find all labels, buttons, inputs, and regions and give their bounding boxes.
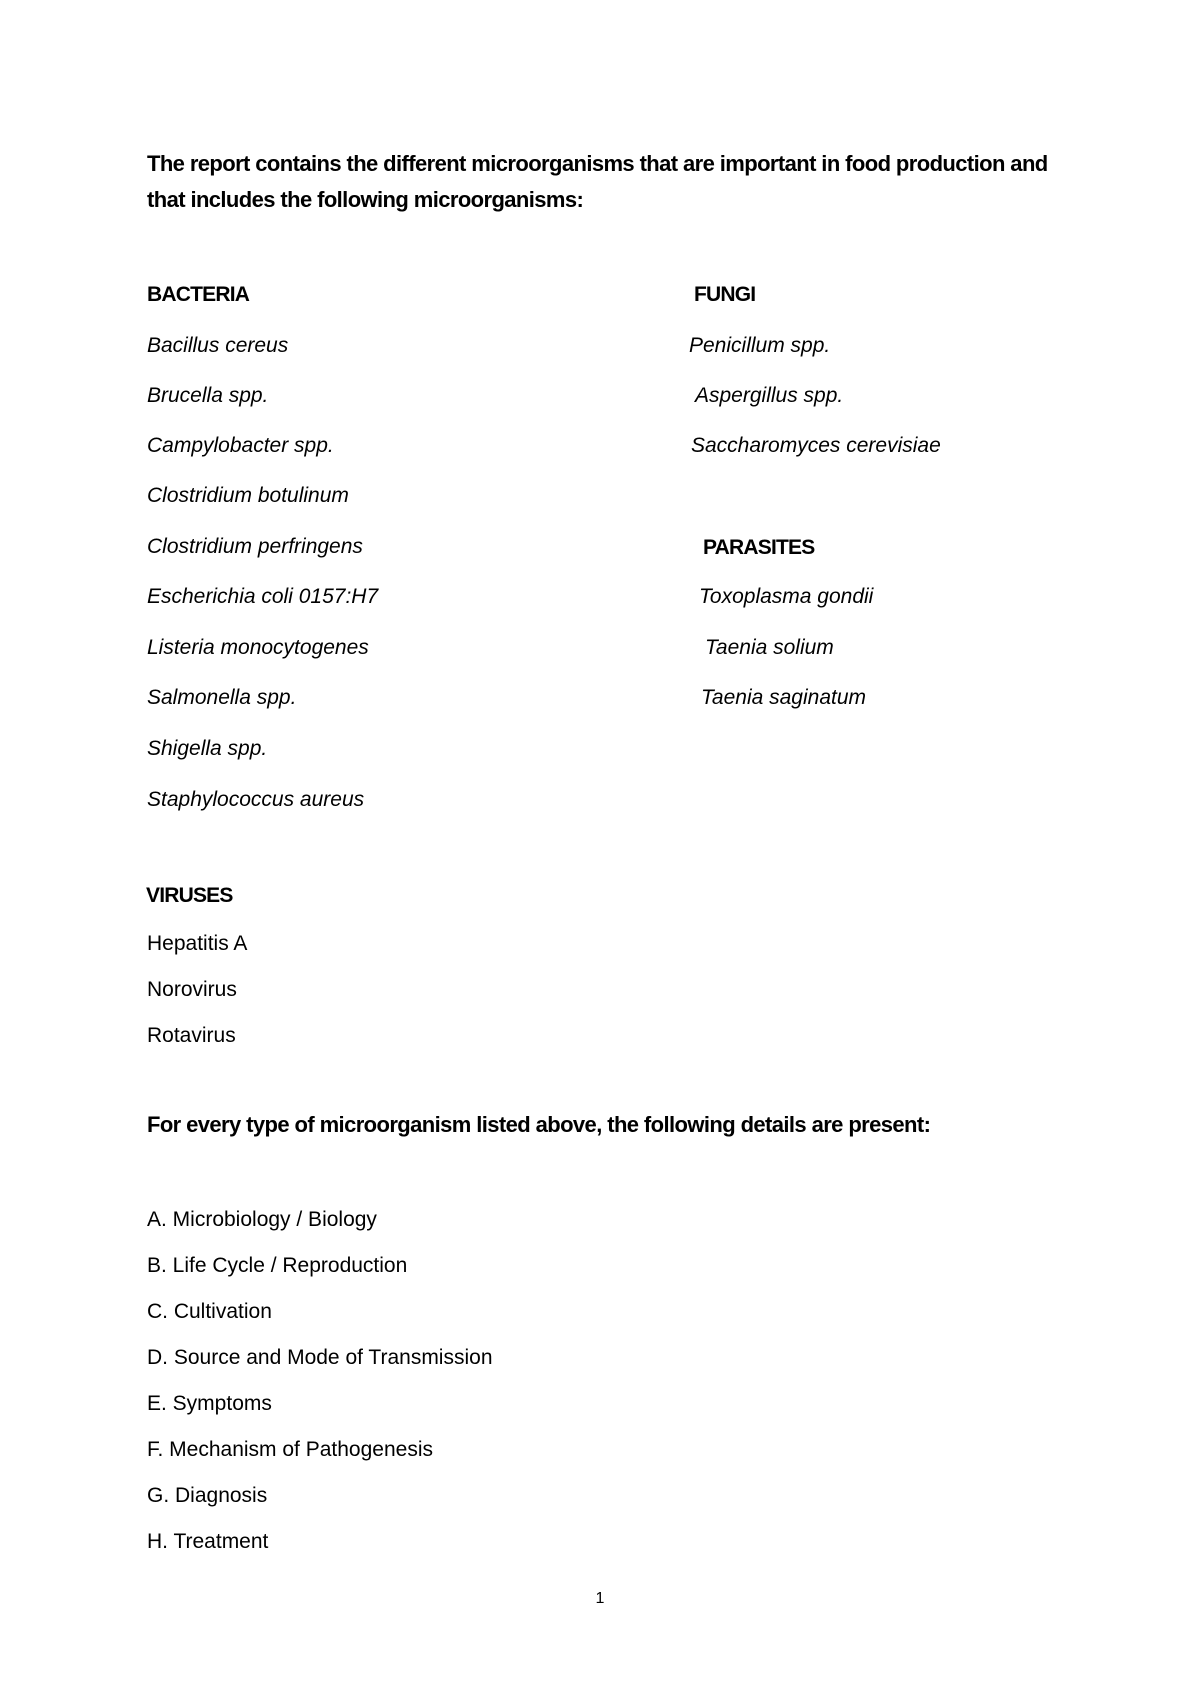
parasites-item: Taenia solium (705, 636, 834, 659)
detail-item: G. Diagnosis (147, 1484, 268, 1507)
bacteria-item: Escherichia coli 0157:H7 (147, 585, 379, 608)
parasites-item: Toxoplasma gondii (699, 585, 874, 608)
fungi-heading: FUNGI (694, 283, 756, 306)
detail-item: H. Treatment (147, 1530, 269, 1553)
viruses-heading: VIRUSES (146, 884, 233, 907)
bacteria-item: Bacillus cereus (147, 334, 289, 357)
bacteria-item: Shigella spp. (147, 737, 268, 760)
bacteria-item: Clostridium botulinum (147, 484, 349, 507)
bacteria-item: Brucella spp. (147, 384, 269, 407)
detail-item: C. Cultivation (147, 1300, 272, 1323)
detail-item: B. Life Cycle / Reproduction (147, 1254, 408, 1277)
virus-item: Hepatitis A (147, 932, 248, 955)
intro-paragraph: The report contains the different microorganisms that are important in food production and that includes the following microorganisms: (147, 151, 1048, 212)
page-number: 1 (595, 1590, 605, 1607)
bacteria-item: Campylobacter spp. (147, 434, 334, 457)
fungi-item: Saccharomyces cerevisiae (691, 434, 941, 457)
virus-item: Norovirus (147, 978, 237, 1001)
detail-item: D. Source and Mode of Transmission (147, 1346, 493, 1369)
bacteria-item: Listeria monocytogenes (147, 636, 369, 659)
bacteria-item: Clostridium perfringens (147, 535, 363, 558)
detail-item: A. Microbiology / Biology (147, 1208, 377, 1231)
details-heading: For every type of microorganism listed above, the following details are present: (147, 1112, 931, 1137)
bacteria-item: Salmonella spp. (147, 686, 297, 709)
bacteria-heading: BACTERIA (147, 283, 250, 306)
bacteria-item: Staphylococcus aureus (147, 788, 365, 811)
fungi-item: Aspergillus spp. (695, 384, 844, 407)
fungi-item: Penicillum spp. (689, 334, 831, 357)
parasites-item: Taenia saginatum (701, 686, 867, 709)
detail-item: E. Symptoms (147, 1392, 272, 1415)
detail-item: F. Mechanism of Pathogenesis (147, 1438, 433, 1461)
parasites-heading: PARASITES (703, 536, 815, 559)
virus-item: Rotavirus (147, 1024, 236, 1047)
